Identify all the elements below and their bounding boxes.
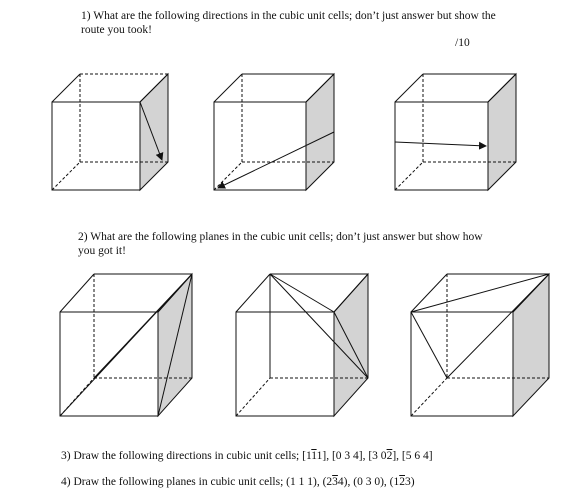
question-2-text: 2) What are the following planes in the cubic unit cells; don’t just answer but show how you got it! bbox=[78, 231, 483, 257]
q4-mid: 4), (0 3 0), (1 bbox=[337, 476, 400, 488]
plane-cube-2 bbox=[234, 272, 370, 418]
direction-cube-3 bbox=[393, 72, 518, 194]
plane-cube-3 bbox=[409, 272, 551, 418]
question-1-text: 1) What are the following directions in the cubic unit cells; don’t just answer but show the route you took! bbox=[81, 10, 496, 36]
q3-bar-digit-1: 1 bbox=[311, 450, 317, 462]
q4-bar-digit-1: 3 bbox=[332, 476, 338, 488]
direction-cube-2 bbox=[212, 72, 336, 194]
q3-bar-digit-2: 2 bbox=[386, 450, 393, 462]
q3-mid: 1], [0 3 4], [3 0 bbox=[316, 450, 387, 462]
q4-prefix: 4) Draw the following planes in cubic unit cells; (1 1 1), (2 bbox=[61, 476, 333, 488]
question-4-text bbox=[61, 475, 561, 489]
q3-prefix: 3) Draw the following directions in cubic unit cells; [1 bbox=[61, 450, 312, 462]
plane-cube-1 bbox=[58, 272, 194, 418]
q3-end: ], [5 6 4] bbox=[392, 450, 433, 462]
question-3-text bbox=[61, 449, 561, 463]
q4-bar-digit-2: 2 bbox=[399, 476, 405, 488]
score-label: /10 bbox=[455, 37, 470, 49]
q4-end: 3) bbox=[404, 476, 415, 488]
direction-cube-1 bbox=[50, 72, 170, 194]
